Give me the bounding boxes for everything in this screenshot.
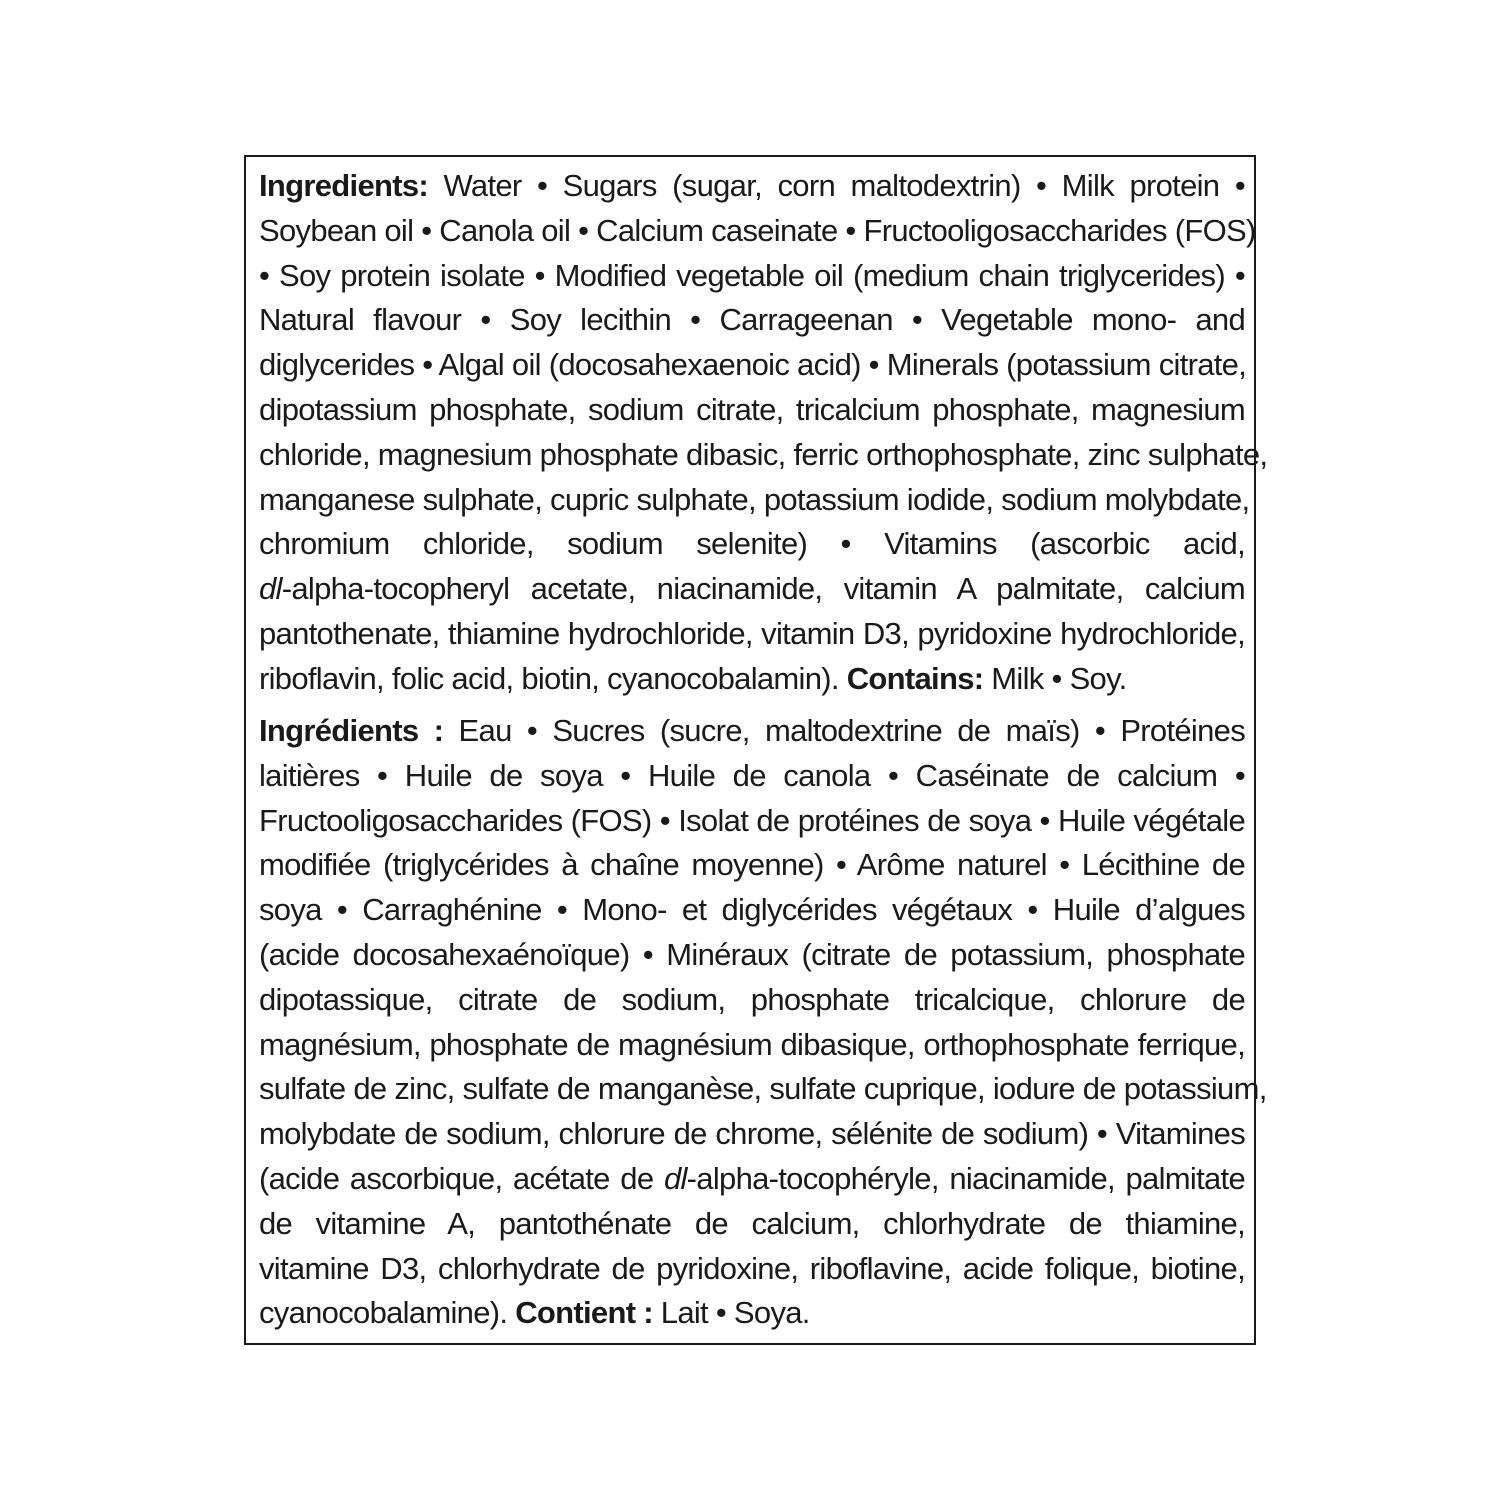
text-line: vitamine D3, chlorhydrate de pyridoxine, riboflavine, acide folique, biotine, xyxy=(259,1250,1245,1286)
text-line: Ingredients: Water • Sugars (sugar, corn maltodextrin) • Milk protein • xyxy=(259,168,1245,203)
text-line: molybdate de sodium, chlorure de chrome, sélénite de sodium) • Vitamines xyxy=(259,1116,1245,1152)
text-line: (acide ascorbique, acétate de dl-alpha-tocophéryle, niacinamide, palmitate xyxy=(259,1160,1246,1196)
text-line: (acide docosahexaénoïque) • Minéraux (citrate de potassium, phosphate xyxy=(259,936,1245,972)
contains-label: Contient : xyxy=(515,1295,653,1331)
italic-prefix: dl xyxy=(663,1160,687,1196)
text-line: manganese sulphate, cupric sulphate, potassium iodide, sodium molybdate, xyxy=(259,481,1250,517)
text-line: Soybean oil • Canola oil • Calcium caseinate • Fructooligosaccharides (FOS) xyxy=(259,212,1256,248)
text-line: dipotassium phosphate, sodium citrate, tricalcium phosphate, magnesium xyxy=(259,391,1245,427)
text-line: • Soy protein isolate • Modified vegetable oil (medium chain triglycerides) • xyxy=(259,257,1245,293)
text-line: Natural flavour • Soy lecithin • Carrageenan • Vegetable mono- and xyxy=(259,302,1245,338)
text-line: sulfate de zinc, sulfate de manganèse, sulfate cuprique, iodure de potassium, xyxy=(259,1071,1267,1107)
text-line: soya • Carraghénine • Mono- et diglycérides végétaux • Huile d’algues xyxy=(259,892,1245,928)
ingredients-panel xyxy=(244,155,1268,1345)
text-line: diglycerides • Algal oil (docosahexaenoic acid) • Minerals (potassium citrate, xyxy=(259,347,1247,383)
contains-text: Milk • Soy. xyxy=(983,660,1127,696)
ingredients-heading: Ingredients: xyxy=(259,168,429,203)
text-line: laitières • Huile de soya • Huile de canola • Caséinate de calcium • xyxy=(259,757,1245,793)
text-line: magnésium, phosphate de magnésium dibasique, orthophosphate ferrique, xyxy=(259,1026,1245,1062)
text-line: dipotassique, citrate de sodium, phosphate tricalcique, chlorure de xyxy=(259,981,1245,1017)
text-line: chromium chloride, sodium selenite) • Vitamins (ascorbic acid, xyxy=(259,526,1245,562)
text-line: cyanocobalamine). Contient : Lait • Soya. xyxy=(259,1295,810,1331)
text-line: pantothenate, thiamine hydrochloride, vitamin D3, pyridoxine hydrochloride, xyxy=(259,615,1245,651)
italic-prefix: dl xyxy=(259,571,282,607)
text-line: de vitamine A, pantothénate de calcium, chlorhydrate de thiamine, xyxy=(259,1205,1245,1241)
text-line: chloride, magnesium phosphate dibasic, ferric orthophosphate, zinc sulphate, xyxy=(259,436,1268,472)
ingredients-french xyxy=(259,709,1267,1336)
contains-label: Contains: xyxy=(846,660,984,696)
contains-text: Lait • Soya. xyxy=(652,1295,810,1331)
ingredients-english xyxy=(259,164,1268,702)
text-line: Ingrédients : Eau • Sucres (sucre, maltodextrine de maïs) • Protéines xyxy=(259,713,1245,748)
text-line: dl-alpha-tocopheryl acetate, niacinamide, vitamin A palmitate, calcium xyxy=(259,571,1245,607)
text-line: Fructooligosaccharides (FOS) • Isolat de protéines de soya • Huile végétale xyxy=(259,802,1245,838)
text-line: riboflavin, folic acid, biotin, cyanocobalamin). Contains: Milk • Soy. xyxy=(259,660,1127,696)
text-line: modifiée (triglycérides à chaîne moyenne) • Arôme naturel • Lécithine de xyxy=(259,847,1245,883)
ingredients-heading: Ingrédients : xyxy=(259,713,444,748)
